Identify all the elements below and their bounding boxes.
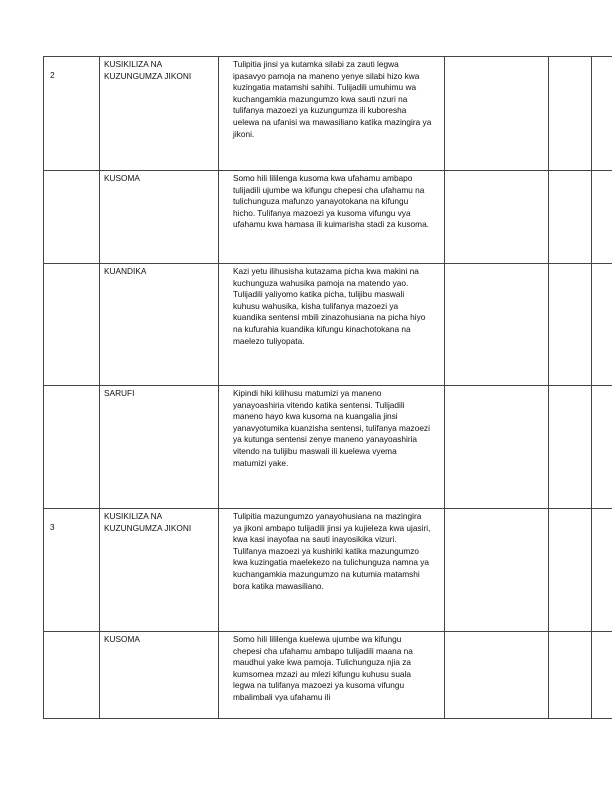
empty-cell — [592, 171, 612, 264]
empty-cell — [549, 57, 592, 171]
description-cell: Somo hili lililenga kuelewa ujumbe wa kifungu chepesi cha ufahamu ambapo tulijadili maana na maudhui yake kwa pamoja. Tulichunguza njia za kumsomea mzazi au mlezi kifungu kuhusu suala legwa na tulifanya mazoezi ya kusoma vifungu mbalimbali vya ufahamu ili — [219, 632, 445, 719]
skill-cell: KUSOMA — [100, 171, 219, 264]
table-row — [44, 171, 612, 264]
week-number — [48, 634, 95, 645]
table-row — [44, 509, 612, 632]
empty-cell — [549, 386, 592, 509]
description-cell: Somo hili lililenga kusoma kwa ufahamu ambapo tulijadili ujumbe wa kifungu chepesi cha ufahamu na tulichunguza mafunzo yanayotokana na kifungu hicho. Tulifanya mazoezi ya kusoma vifungu vya ufahamu kwa hamasa ili kuimarisha stadi za kusoma. — [219, 171, 445, 264]
week-cell — [44, 509, 100, 632]
empty-cell — [549, 264, 592, 386]
week-number: 3 — [50, 522, 55, 532]
empty-cell — [445, 57, 549, 171]
description-cell: Kipindi hiki kilihusu matumizi ya maneno yanayoashiria vitendo katika sentensi. Tulijadili maneno hayo kwa kusoma na kuangalia jinsi yanavyotumika kuanzisha sentensi, tulifanya mazoezi ya kutunga sentensi zenye maneno yanayoashiria vitendo na tulijibu maswali ili kuelewa vyema matumizi yake. — [219, 386, 445, 509]
skill-cell: KUANDIKA — [100, 264, 219, 386]
table-row — [44, 57, 612, 171]
empty-cell — [549, 509, 592, 632]
empty-cell — [445, 632, 549, 719]
empty-cell — [592, 264, 612, 386]
week-number — [48, 173, 95, 184]
description-cell: Kazi yetu ilihusisha kutazama picha kwa makini na kuchunguza wahusika pamoja na matendo yao. Tulijadili yaliyomo katika picha, tulijibu maswali kuhusu wahusika, kisha tulifanya mazoezi ya kuandika sentensi mbili zinazohusiana na picha hiyo na kufurahia kuandika kifungu kinachotokana na maelezo tuliyopata. — [219, 264, 445, 386]
empty-cell — [445, 386, 549, 509]
skill-cell: KUSIKILIZA NA KUZUNGUMZA JIKONI — [100, 509, 219, 632]
empty-cell — [592, 509, 612, 632]
empty-cell — [445, 264, 549, 386]
week-cell — [44, 264, 100, 386]
week-number — [48, 266, 95, 277]
empty-cell — [592, 57, 612, 171]
empty-cell — [592, 632, 612, 719]
empty-cell — [445, 509, 549, 632]
skill-cell: KUSOMA — [100, 632, 219, 719]
week-cell — [44, 632, 100, 719]
empty-cell — [592, 386, 612, 509]
empty-cell — [445, 171, 549, 264]
description-cell: Tulipitia mazungumzo yanayohusiana na mazingira ya jikoni ambapo tulijadili jinsi ya kujieleza kwa ujasiri, kwa kasi inayofaa na sauti inayosikika vizuri. Tulifanya mazoezi ya kushiriki katika mazungumzo kwa kuzingatia maelekezo na tulichunguza namna ya kuchangamkia mazungumzo na kutumia matamshi bora katika mawasiliano. — [219, 509, 445, 632]
skill-cell: SARUFI — [100, 386, 219, 509]
week-number: 2 — [50, 70, 55, 80]
table-row — [44, 632, 612, 719]
skill-cell: KUSIKILIZA NA KUZUNGUMZA JIKONI — [100, 57, 219, 171]
week-cell — [44, 57, 100, 171]
week-cell — [44, 171, 100, 264]
scheme-of-work-table — [43, 56, 612, 719]
empty-cell — [549, 632, 592, 719]
description-cell: Tulipitia jinsi ya kutamka silabi za zauti legwa ipasavyo pamoja na maneno yenye silabi hizo kwa kuzingatia matamshi sahihi. Tulijadili umuhimu wa kuchangamkia mazungumzo kwa sauti nzuri na tulifanya mazoezi ya kuzungumza ili kuboresha uelewa na ufanisi wa mawasiliano katika mazingira ya jikoni. — [219, 57, 445, 171]
table-row — [44, 386, 612, 509]
week-number — [48, 388, 95, 399]
table-row — [44, 264, 612, 386]
week-cell — [44, 386, 100, 509]
empty-cell — [549, 171, 592, 264]
